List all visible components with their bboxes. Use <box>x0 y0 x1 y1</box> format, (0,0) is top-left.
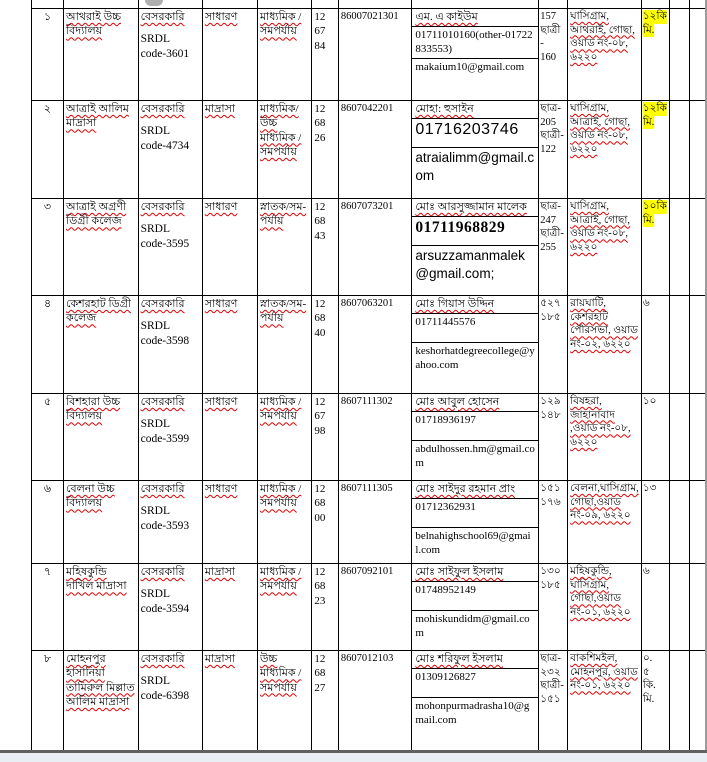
cell-serial-number: ৭ <box>32 564 64 651</box>
address-text: ঘাসিগ্রাম, আত্রাই, গোছা, ওয়াড নং-০৮, ৬২২০ <box>570 103 631 155</box>
cell-education-level <box>257 394 311 481</box>
cell-contact <box>412 394 539 481</box>
cell-eiin: 8607111305 <box>338 481 411 564</box>
cell-student-counts: ছাত্র- ২৩২ ছাত্রী- ১৫১ <box>539 651 568 751</box>
cell-management-type <box>202 394 257 481</box>
cell-ownership-srdl <box>138 296 202 394</box>
education-level-text: মাধ্যমিক /সমপর্যায় <box>259 566 302 593</box>
institution-name-text: বিশহারা উচ্চ বিদ্যালয় <box>66 396 121 423</box>
cell-ownership-srdl <box>138 199 202 296</box>
clipped-row <box>32 0 707 9</box>
cell-education-level <box>257 101 311 199</box>
cell-management-type <box>202 651 257 751</box>
contact-email: atraialimm@gmail.com <box>415 150 535 183</box>
contact-phone: 01309126827 <box>412 669 538 698</box>
srdl-code-text: code-3593 <box>140 520 190 533</box>
srdl-label-text: SRDL <box>140 33 170 46</box>
institution-name-text: আথরাই উচ্চ বিদ্যালয় <box>66 11 122 38</box>
cell-ownership-srdl <box>138 394 202 481</box>
cell-institution-name <box>64 651 139 751</box>
cell-eiin: 8607063201 <box>338 296 411 394</box>
contact-person-name: মোঃ সাইদুর রহমান প্রাং <box>412 481 538 499</box>
institution-name-text: মোহনপুর হাসানিয়া তামিরুল মিল্লাত আলিম মাদ্রাসা <box>66 653 135 708</box>
cell-distance: ১২কিমি. <box>641 101 669 199</box>
institution-name-text: মহিষকুন্ডি দাখিল মাদ্রাসা <box>66 566 127 593</box>
cell-management-type <box>202 101 257 199</box>
table-row <box>32 296 707 394</box>
cell-code-parts: 12 68 00 <box>312 481 338 564</box>
management-type-text: সাধারণ <box>204 396 238 408</box>
srdl-label-text: SRDL <box>140 125 170 138</box>
srdl-code-text: code-3598 <box>140 335 190 348</box>
srdl-code-text: code-3594 <box>140 603 190 616</box>
cell-empty-2 <box>689 296 707 394</box>
contact-person-name: মোঃ আরসুজ্জামান মালেক <box>412 199 538 217</box>
srdl-code-text: code-6398 <box>140 690 190 703</box>
address-text: বাকশিমইল, মোহনপুর, ওয়াড নং-০১, ৬২২০ <box>570 653 638 692</box>
cell-empty-1 <box>670 101 689 199</box>
contact-phone: 01711010160(other-01722833553) <box>412 27 538 59</box>
contact-phone: 01718936197 <box>412 412 538 441</box>
cell-contact <box>412 9 539 101</box>
contact-person-name: মোঃ শরিফুল ইসলাম <box>412 651 538 669</box>
cell-eiin: 8607111302 <box>338 394 411 481</box>
cell-contact <box>412 651 539 751</box>
table-row <box>32 9 707 101</box>
cell-distance: ৬ <box>641 564 669 651</box>
institutions-table <box>31 0 707 751</box>
contact-phone: 01748952149 <box>412 582 538 611</box>
srdl-label-text: SRDL <box>140 223 170 236</box>
cell-code-parts: 12 67 98 <box>312 394 338 481</box>
cell-serial-number: ২ <box>32 101 64 199</box>
management-type-text: সাধারণ <box>204 298 238 310</box>
cell-code-parts: 12 68 43 <box>312 199 338 296</box>
cell-distance: ১০কিমি. <box>641 199 669 296</box>
cell-ownership-srdl <box>138 651 202 751</box>
cell-serial-number: ৫ <box>32 394 64 481</box>
cell-education-level <box>257 199 311 296</box>
cell-distance: ০. ৫ কি. মি. <box>641 651 669 751</box>
cell-student-counts: ১২৯ ১৪৮ <box>539 394 568 481</box>
table-row <box>32 101 707 199</box>
cell-empty-1 <box>670 651 689 751</box>
table-row <box>32 199 707 296</box>
contact-phone: 01712362931 <box>412 499 538 528</box>
cell-code-parts: 12 68 26 <box>312 101 338 199</box>
contact-email: keshorhatdegreecollege@yahoo.com <box>415 345 535 372</box>
cell-contact <box>412 564 539 651</box>
cell-serial-number: ৩ <box>32 199 64 296</box>
cell-code-parts: 12 68 27 <box>312 651 338 751</box>
cell-empty-1 <box>670 9 689 101</box>
cell-student-counts: ছাত্র- 205 ছাত্রী- 122 <box>539 101 568 199</box>
cell-address <box>568 564 642 651</box>
cell-institution-name <box>64 394 139 481</box>
education-level-text: উচ্চ মাধ্যমিক /সমপর্যায় <box>259 653 302 694</box>
institution-name-text: বেলনা উচ্চ বিদ্যালয় <box>66 483 115 510</box>
cell-ownership-srdl <box>138 481 202 564</box>
contact-phone: 01711968829 <box>412 217 538 246</box>
cell-contact <box>412 101 539 199</box>
cell-management-type <box>202 199 257 296</box>
srdl-label-text: SRDL <box>140 320 170 333</box>
srdl-code-text: code-3595 <box>140 238 190 251</box>
cell-empty-1 <box>670 296 689 394</box>
cell-empty-2 <box>689 481 707 564</box>
management-type-text: সাধারণ <box>204 201 238 213</box>
cell-serial-number: ৬ <box>32 481 64 564</box>
cell-distance: ১২কিমি. <box>641 9 669 101</box>
address-text: মহিষকুন্ডি, ঘাসিগ্রাম, গোছা,ওয়াড নং-০১, ৬২২০ <box>570 566 631 618</box>
cell-serial-number: ১ <box>32 9 64 101</box>
ownership-text: বেসরকারি <box>140 201 185 213</box>
contact-email: belnahighschool69@gmail.com <box>415 530 531 557</box>
contact-person-name: মোঃ সাইফুল ইসলাম <box>412 564 538 582</box>
cell-education-level <box>257 481 311 564</box>
cell-distance: ৬ <box>641 296 669 394</box>
contact-phone: 01716203746 <box>412 119 538 148</box>
cell-contact <box>412 199 539 296</box>
address-text: বিষহরা, জাহানাবাদ ,ওয়াড নং-০৮, ৬২২০ <box>570 396 631 448</box>
cell-management-type <box>202 296 257 394</box>
cell-education-level <box>257 296 311 394</box>
cell-distance: ১০ <box>641 394 669 481</box>
cell-ownership-srdl <box>138 564 202 651</box>
cell-contact <box>412 296 539 394</box>
cell-institution-name <box>64 564 139 651</box>
cell-student-counts: ৫২৭ ১৮৫ <box>539 296 568 394</box>
cell-eiin: 8607012103 <box>338 651 411 751</box>
cell-address <box>568 481 642 564</box>
cell-code-parts: 12 68 40 <box>312 296 338 394</box>
srdl-label-text: SRDL <box>140 588 170 601</box>
cell-education-level <box>257 564 311 651</box>
education-level-text: মাধ্যমিক /সমপর্যায় <box>259 396 302 423</box>
cell-address <box>568 296 642 394</box>
contact-person-name: মোঃ আবুল হোসেন <box>412 394 538 412</box>
cell-empty-2 <box>689 101 707 199</box>
cell-empty-2 <box>689 651 707 751</box>
contact-person-name: মোহা: হুসাইন <box>412 101 538 119</box>
contact-email: arsuzzamanmalek@gmail.com; <box>415 248 525 281</box>
cell-institution-name <box>64 101 139 199</box>
cell-empty-2 <box>689 199 707 296</box>
srdl-code-text: code-3599 <box>140 433 190 446</box>
cell-management-type <box>202 9 257 101</box>
cell-empty-1 <box>670 481 689 564</box>
institution-name-text: আত্রাই অগ্রণী ডিগ্রী কলেজ <box>66 201 127 228</box>
table-row <box>32 651 707 751</box>
education-level-text: মাধ্যমিক /সমপর্যায় <box>259 11 302 38</box>
address-text: ঘাসিগ্রাম, আথরাই, গোছা, ওয়াড নং-০৮, ৬২২০ <box>570 11 635 63</box>
cell-eiin: 8607042201 <box>338 101 411 199</box>
cell-empty-1 <box>670 564 689 651</box>
cell-serial-number: ৮ <box>32 651 64 751</box>
cell-empty-2 <box>689 394 707 481</box>
contact-email: mohiskundidm@gmail.com <box>415 613 530 640</box>
page-outside-area <box>0 753 707 762</box>
address-text: রায়ঘাটি, কেশরহাট পৌরসভা, ওয়াড নং-০২, ৬২২০ <box>570 298 639 350</box>
contact-email: mohonpurmadrasha10@gmail.com <box>415 700 530 727</box>
table-row <box>32 394 707 481</box>
table-row <box>32 564 707 651</box>
cell-address <box>568 101 642 199</box>
cell-education-level <box>257 9 311 101</box>
ownership-text: বেসরকারি <box>140 11 185 23</box>
cell-code-parts: 12 68 23 <box>312 564 338 651</box>
cell-contact <box>412 481 539 564</box>
education-level-text: স্নাতক/সম-পর্যায় <box>259 298 307 325</box>
srdl-code-text: code-3601 <box>140 48 190 61</box>
management-type-text: সাধারণ <box>204 11 238 23</box>
management-type-text: সাধারণ <box>204 483 238 495</box>
ownership-text: বেসরকারি <box>140 103 185 115</box>
cell-eiin: 8607073201 <box>338 199 411 296</box>
srdl-label-text: SRDL <box>140 505 170 518</box>
management-type-text: মাদ্রাসা <box>204 566 236 578</box>
ownership-text: বেসরকারি <box>140 566 185 578</box>
ownership-text: বেসরকারি <box>140 483 185 495</box>
cell-education-level <box>257 651 311 751</box>
cell-institution-name <box>64 481 139 564</box>
cell-management-type <box>202 564 257 651</box>
cell-student-counts: 157 ছাত্রী - 160 <box>539 9 568 101</box>
table-row <box>32 481 707 564</box>
srdl-code-text: code-4734 <box>140 140 190 153</box>
address-text: ঘাসিগ্রাম, আত্রাই, গোছা, ওয়াড নং-০৮, ৬২২০ <box>570 201 631 253</box>
cell-code-parts: 12 67 84 <box>312 9 338 101</box>
cell-ownership-srdl <box>138 101 202 199</box>
cell-serial-number: ৪ <box>32 296 64 394</box>
ownership-text: বেসরকারি <box>140 298 185 310</box>
srdl-label-text: SRDL <box>140 418 170 431</box>
institution-name-text: কেশরহাট ডিগ্রী কলেজ <box>66 298 132 325</box>
contact-email: makaium10@gmail.com <box>415 60 525 73</box>
cell-distance: ১৩ <box>641 481 669 564</box>
education-level-text: মাধ্যমিক /সমপর্যায় <box>259 483 302 510</box>
cell-eiin: 86007021301 <box>338 9 411 101</box>
cell-eiin: 8607092101 <box>338 564 411 651</box>
ownership-text: বেসরকারি <box>140 396 185 408</box>
cell-empty-1 <box>670 394 689 481</box>
srdl-label-text: SRDL <box>140 675 170 688</box>
cell-institution-name <box>64 199 139 296</box>
cell-student-counts: ১৩০ ১৮৫ <box>539 564 568 651</box>
ownership-text: বেসরকারি <box>140 653 185 665</box>
cell-empty-2 <box>689 564 707 651</box>
management-type-text: মাদ্রাসা <box>204 653 236 665</box>
cell-management-type <box>202 481 257 564</box>
cell-address <box>568 394 642 481</box>
cell-address <box>568 199 642 296</box>
cell-address <box>568 9 642 101</box>
institution-name-text: আত্রাই আলিম মাদ্রাসা <box>66 103 129 130</box>
education-level-text: স্নাতক/সম-পর্যায় <box>259 201 307 228</box>
cell-student-counts: ছাত্র- 247 ছাত্রী- 255 <box>539 199 568 296</box>
cell-empty-1 <box>670 199 689 296</box>
cell-empty-2 <box>689 9 707 101</box>
cell-institution-name <box>64 296 139 394</box>
address-text: বেলনা,ঘাসিগ্রাম, গোছা,ওয়াড নং-০৯, ৬২২০ <box>570 483 639 522</box>
contact-email: abdulhossen.hm@gmail.com <box>415 443 535 470</box>
cell-ownership-srdl <box>138 9 202 101</box>
contact-person-name: এম. এ কাইউম <box>412 9 538 27</box>
cell-institution-name <box>64 9 139 101</box>
cell-address <box>568 651 642 751</box>
management-type-text: মাদ্রাসা <box>204 103 236 115</box>
cell-student-counts: ১৫১ ১৭৬ <box>539 481 568 564</box>
contact-phone: 01711445576 <box>412 314 538 343</box>
contact-person-name: মোঃ গিয়াস উদ্দিন <box>412 296 538 314</box>
education-level-text: মাধ্যমিক/উচ্চ মাধ্যমিক /সমপর্যায় <box>259 103 302 158</box>
